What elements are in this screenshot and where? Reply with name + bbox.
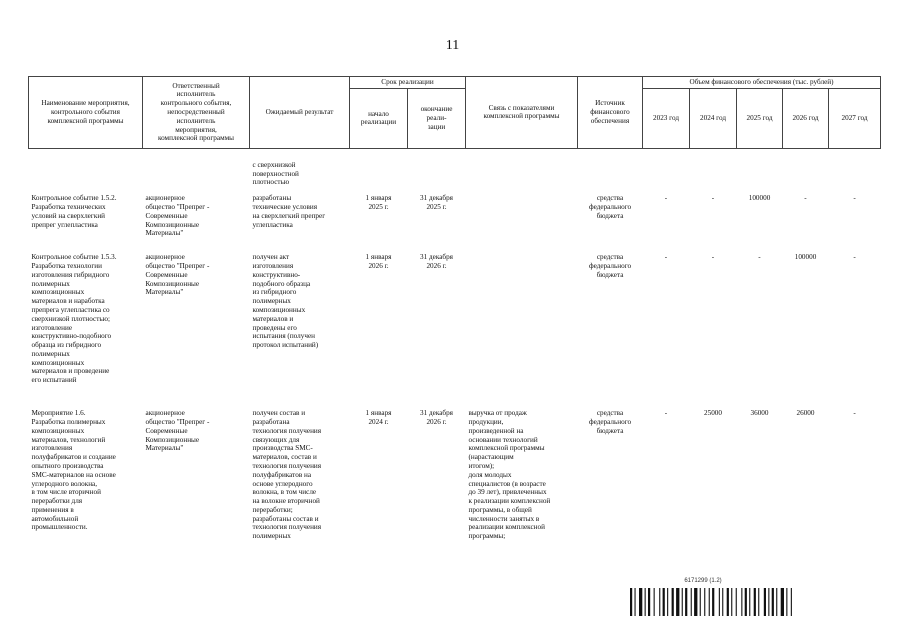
cell-start: 1 января 2024 г. <box>365 409 392 427</box>
cell-value-2025 <box>737 148 783 191</box>
cell-start: 1 января 2026 г. <box>365 253 392 271</box>
cell-start: 1 января 2025 г. <box>365 194 392 212</box>
cell-link <box>466 148 578 191</box>
cell-link <box>466 250 578 406</box>
header-end: окончание реали- зации <box>408 88 466 148</box>
header-start: начало реализации <box>350 88 408 148</box>
header-year-2026: 2026 год <box>783 88 829 148</box>
header-link: Связь с показателями комплексной программы <box>466 77 578 149</box>
header-year-2023: 2023 год <box>643 88 690 148</box>
cell-link: выручка от продаж продукции, произведенной на основании технологий комплексной программы (нарастающим итогом); доля молодых специалистов (в возрасте до 39 лет), привлеченных к реализации комплексной программы, в общей численности занятых в реализации комплексной программы; <box>468 409 551 541</box>
barcode-image <box>628 588 856 616</box>
cell-value-2027: - <box>853 253 856 262</box>
cell-value-2027 <box>829 148 881 191</box>
cell-source: средства федерального бюджета <box>588 253 632 279</box>
cell-name: Мероприятие 1.6. Разработка полимерных композиционных материалов, технологий изготовления полуфабрикатов и создание опытного производства SMC-материалов на основе углеродного волокна, в том числе вторичной переработки для применения в автомобильной промышленности. <box>31 409 116 532</box>
cell-value-2026: - <box>804 194 807 203</box>
cell-value-2027: - <box>853 409 856 418</box>
header-period: Срок реализации <box>350 77 466 89</box>
cell-source: средства федерального бюджета <box>588 409 632 435</box>
cell-name: Контрольное событие 1.5.3. Разработка технологии изготовления гибридного полимерных композиционных материалов и наработка препрега углепластика со сверхнизкой плотностью; изготовление конструктивно-подобного образца из гибридного полимерных композиционных материалов и проведение его испытаний <box>31 253 117 385</box>
cell-name: Контрольное событие 1.5.2. Разработка технических условий на сверхлегкий препрег углепластика <box>31 194 117 229</box>
cell-value-2024: 25000 <box>704 409 722 418</box>
cell-value-2023: - <box>664 409 668 418</box>
header-name: Наименование мероприятия, контрольного события комплексной программы <box>29 77 143 149</box>
cell-value-2023: - <box>664 253 668 262</box>
barcode <box>628 578 858 618</box>
cell-value-2023 <box>643 148 690 191</box>
header-finance: Объем финансового обеспечения (тыс. рублей) <box>643 77 881 89</box>
cell-value-2025: 100000 <box>748 194 771 203</box>
cell-result: получен акт изготовления конструктивно- подобного образца из гибридного полимерных композиционных материалов и проведены его испытания (получен протокол испытаний) <box>252 253 319 350</box>
cell-responsible: акционерное общество "Препрег - Современные Композиционные Материалы" <box>145 409 210 453</box>
cell-end: 31 декабря 2026 г. <box>420 409 453 427</box>
cell-source: средства федерального бюджета <box>588 194 632 220</box>
cell-value-2026: 100000 <box>794 253 817 262</box>
cell-source <box>578 148 643 191</box>
cell-start <box>350 148 408 191</box>
cell-responsible <box>143 148 250 191</box>
page-number: 11 <box>445 38 460 53</box>
cell-value-2027: - <box>853 194 856 203</box>
cell-link <box>466 191 578 250</box>
cell-value-2024: - <box>711 194 715 203</box>
table-row <box>29 250 881 406</box>
cell-value-2024: - <box>711 253 715 262</box>
cell-result: получен состав и разработана технология получения связующих для производства SMC- материалов, состав и технология получения полуфабрикатов на основе углеродного волокна, в том числе на волокне вторичной переработки; разработаны состав и технология получения полимерных <box>252 409 322 541</box>
cell-end: 31 декабря 2025 г. <box>420 194 453 212</box>
cell-end <box>408 148 466 191</box>
header-responsible: Ответственный исполнитель контрольного события, непосредственный исполнитель мероприятия, комплексной программы <box>143 77 250 149</box>
cell-result: с сверхнизкой поверхностной плотностью <box>252 160 299 187</box>
header-result: Ожидаемый результат <box>250 77 350 149</box>
cell-result: разработаны технические условия на сверхлегкий препрег углепластика <box>252 194 326 229</box>
table-row <box>29 406 881 566</box>
barcode-number: 6171299 (1.2) <box>684 578 722 584</box>
header-year-2025: 2025 год <box>737 88 783 148</box>
header-year-2027: 2027 год <box>829 88 881 148</box>
cell-value-2026 <box>783 148 829 191</box>
cell-value-2023: - <box>664 194 668 203</box>
header-source: Источник финансового обеспечения <box>578 77 643 149</box>
header-year-2024: 2024 год <box>690 88 737 148</box>
cell-value-2026: 26000 <box>796 409 815 418</box>
cell-end: 31 декабря 2026 г. <box>420 253 453 271</box>
table-row <box>29 191 881 250</box>
cell-name <box>29 148 143 191</box>
table-row <box>29 148 881 191</box>
cell-responsible: акционерное общество "Препрег - Современные Композиционные Материалы" <box>145 194 210 238</box>
cell-value-2025: - <box>758 253 761 262</box>
program-table <box>28 76 881 566</box>
cell-value-2025: 36000 <box>750 409 769 418</box>
cell-responsible: акционерное общество "Препрег - Современные Композиционные Материалы" <box>145 253 210 297</box>
cell-value-2024 <box>690 148 737 191</box>
